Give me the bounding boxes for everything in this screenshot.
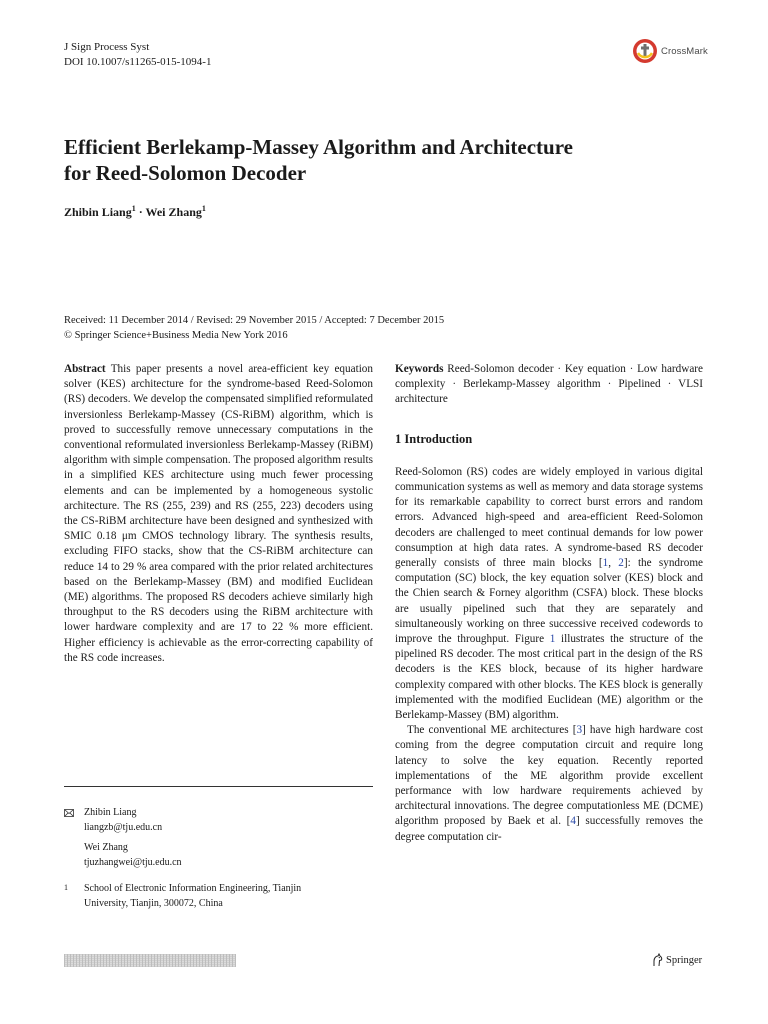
paragraph-text: The conventional ME architectures [ (407, 724, 577, 737)
author-name: Wei Zhang (145, 205, 202, 219)
contact-name: Zhibin Liang (84, 807, 137, 818)
title-line: for Reed-Solomon Decoder (64, 161, 307, 185)
affiliation-line: School of Electronic Information Engineering, Tianjin (84, 883, 302, 894)
paper-title (64, 134, 704, 186)
contact-email[interactable]: liangzb@tju.edu.cn (84, 821, 163, 833)
journal-header (64, 40, 211, 70)
abstract (64, 362, 373, 666)
contact-email[interactable]: tjuzhangwei@tju.edu.cn (84, 856, 182, 868)
paragraph-text: illustrates the structure of the pipelined RS decoder. The most critical part in the design of the RS decoders is the KES block, because of its higher hardware complexity compared with other blocks. The KES block is generally implemented with the modified Euclidean (ME) algorithm or the Berlekamp-Massey (BM) algorithm. (395, 633, 703, 722)
citation-link[interactable]: 4 (570, 815, 576, 828)
contact-name: Wei Zhang (84, 842, 128, 853)
affiliation-line: University, Tianjin, 300072, China (84, 897, 223, 909)
correspondence-block (64, 806, 373, 911)
affiliation-number: 1 (64, 883, 68, 892)
section-heading-introduction: 1 Introduction (395, 431, 473, 446)
figure-link[interactable]: 1 (549, 633, 556, 646)
citation-link[interactable]: 3 (576, 724, 583, 737)
crossmark-icon (632, 38, 658, 64)
intro-paragraph (395, 465, 703, 723)
abstract-text: This paper presents a novel area-efficient key equation solver (KES) architecture for the syndrome-based Reed-Solomon (RS) decoders. We develop the compensated simplified reformulated inversionless Berlekamp-Massey (CS-RiBM) algorithm, which is proved to successfully remove unnecessary computations in the conventional reformulated inversionless Berlekamp-Massey (RiBM) algorithm with simple compensation. The proposed algorithm results in a simplified KES architecture using much fewer processing elements and can be implemented by a homogeneous systolic architecture. The RS (255, 239) and RS (255, 223) decoders using the CS-RiBM architecture have been designed and synthesized with SMIC 0.18 μm CMOS technology library. The synthesis results, excluding FIFO stacks, show that the CS-RiBM architecture can reduce 14 to 29 % area compared with the prior related architectures based on the Berlekamp-Massey (BM) and modified Euclidean (ME) algorithms. The proposed RS decoders achieve similarly high throughput to the RS decoders using the RiBM architecture with lower hardware complexity and are 17 to 22 % more efficient. Higher efficiency is achievable as the error-correcting capability of the RS code increases. (64, 363, 373, 664)
paragraph-text: Reed-Solomon (RS) codes are widely employed in various digital communication systems as well as memory and data storage systems for its remarkable capability to correct burst errors and random errors. Advanced high-speed and area-efficient Reed-Solomon decoders are challenged to meet continual demands for low power consumption at high data rates. A syndrome-based RS decoder generally consists of three main blocks [ (395, 465, 703, 570)
keywords-label: Keywords (395, 363, 444, 375)
citation-link[interactable]: 1 (602, 557, 609, 570)
affiliation (64, 882, 373, 911)
copyright: © Springer Science+Business Media New York 2016 (64, 329, 288, 341)
affiliation-text (84, 882, 301, 911)
intro-paragraph (395, 723, 703, 845)
barcode-strip (64, 954, 236, 967)
paragraph-text: ] successfully removes the degree computation cir- (395, 815, 703, 843)
paragraph-text: , (608, 557, 619, 570)
publication-dates (64, 314, 444, 343)
title-line: Efficient Berlekamp-Massey Algorithm and Architecture (64, 135, 573, 159)
contact-marker (64, 806, 84, 870)
crossmark-badge[interactable] (632, 38, 708, 64)
abstract-label: Abstract (64, 363, 106, 375)
paragraph-text: ] have high hardware cost coming from the degree computation circuit and require long latency to solve the key equation. Recently reported implementations of the ME algorithm provide excellent performance with low hardware requirements achieved by architectural innovations. The degree computationless ME (DCME) algorithm proposed by Baek et al. [ (395, 724, 703, 828)
abstract-column (64, 362, 373, 666)
publisher-name: Springer (666, 954, 703, 966)
springer-horse-icon (651, 953, 663, 967)
envelope-icon (64, 809, 74, 817)
author-name: Zhibin Liang (64, 205, 132, 219)
contact-entry (64, 806, 373, 870)
journal-name: J Sign Process Syst (64, 41, 150, 53)
affiliation-mark: 1 (131, 204, 136, 213)
affiliation-mark: 1 (201, 204, 206, 213)
paragraph-text: ]: the syndrome computation (SC) block, the key equation solver (KES) block and the Chien search & Forney algorithm (CSFA) block. These blocks are usually pipelined such that they are separately and simultaneously working on three successive received codewords to improve the throughput. Figure (395, 557, 704, 646)
contact-lines (84, 806, 182, 870)
author-separator: · (135, 205, 146, 219)
keywords (395, 362, 703, 408)
doi[interactable]: DOI 10.1007/s11265-015-1094-1 (64, 56, 212, 68)
crossmark-label: CrossMark (661, 45, 708, 57)
right-column (395, 362, 703, 845)
citation-link[interactable]: 2 (618, 557, 624, 570)
springer-logo (651, 953, 702, 967)
footnote-divider (64, 786, 373, 787)
history-dates: Received: 11 December 2014 / Revised: 29 November 2015 / Accepted: 7 December 2015 (64, 315, 445, 326)
keywords-text: Reed-Solomon decoder · Key equation · Low hardware complexity · Berlekamp-Massey algorithm · Pipelined · VLSI architecture (395, 363, 703, 406)
author-list (64, 205, 206, 220)
